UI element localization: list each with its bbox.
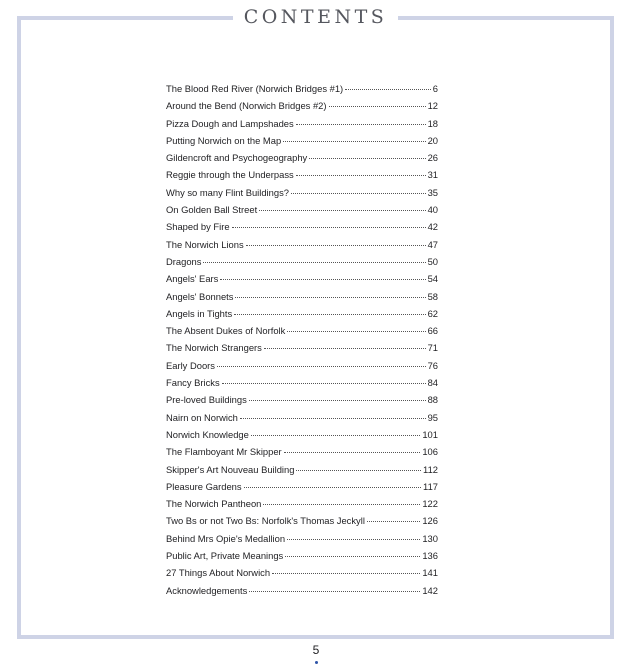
toc-entry-title: Early Doors [166,359,215,371]
toc-entry[interactable] [166,464,438,481]
toc-entry[interactable] [166,567,438,584]
toc-dot-leader [329,106,426,107]
toc-entry-page: 122 [422,498,438,510]
toc-entry-page: 141 [422,567,438,579]
toc-dot-leader [285,556,420,557]
toc-entry-title: The Absent Dukes of Norfolk [166,325,286,337]
toc-entry-page: 18 [427,117,438,129]
toc-entry-title: 27 Things About Norwich [166,567,271,579]
toc-dot-leader [296,175,426,176]
toc-entry-title: The Norwich Strangers [166,342,262,354]
toc-entry-title: Two Bs or not Two Bs: Norfolk's Thomas Jeckyll [166,515,365,527]
toc-entry-title: Public Art, Private Meanings [166,550,284,562]
toc-entry[interactable] [166,135,438,152]
toc-entry-title: Reggie through the Underpass [166,169,294,181]
table-of-contents [166,83,438,602]
toc-entry[interactable] [166,204,438,221]
toc-entry[interactable] [166,308,438,325]
toc-entry[interactable] [166,585,438,602]
toc-entry[interactable] [166,377,438,394]
toc-entry-page: 88 [427,394,438,406]
toc-dot-leader [263,504,420,505]
page-number: 5 [312,643,320,657]
toc-dot-leader [296,470,421,471]
toc-entry-page: 71 [427,342,438,354]
toc-entry[interactable] [166,187,438,204]
toc-entry-title: Angels' Bonnets [166,290,234,302]
toc-entry-title: Pleasure Gardens [166,480,242,492]
toc-entry-page: 6 [432,83,438,94]
toc-entry-page: 84 [427,377,438,389]
toc-entry-title: Behind Mrs Opie's Medallion [166,532,286,544]
toc-dot-leader [203,262,425,263]
toc-entry-title: Dragons [166,255,202,267]
toc-entry-title: The Norwich Pantheon [166,498,262,510]
toc-entry[interactable] [166,256,438,273]
toc-dot-leader [234,314,425,315]
toc-entry[interactable] [166,412,438,429]
toc-dot-leader [309,158,425,159]
toc-entry[interactable] [166,429,438,446]
toc-entry-page: 47 [427,238,438,250]
toc-dot-leader [287,331,425,332]
toc-entry-page: 40 [427,204,438,216]
toc-dot-leader [249,400,426,401]
toc-entry-page: 101 [422,428,438,440]
toc-entry-title: Gildencroft and Psychogeography [166,152,308,164]
toc-entry-page: 54 [427,273,438,285]
toc-entry-title: Around the Bend (Norwich Bridges #2) [166,100,327,112]
toc-entry-page: 35 [427,186,438,198]
toc-entry-page: 136 [422,550,438,562]
toc-entry-page: 66 [427,325,438,337]
toc-entry-page: 76 [427,359,438,371]
frame-top-rule-left [17,16,233,20]
toc-entry-page: 58 [427,290,438,302]
toc-entry[interactable] [166,273,438,290]
toc-entry-title: The Blood Red River (Norwich Bridges #1) [166,83,344,94]
toc-entry-page: 106 [422,446,438,458]
toc-entry-title: Putting Norwich on the Map [166,134,282,146]
toc-entry-page: 112 [423,463,438,475]
toc-entry[interactable] [166,325,438,342]
toc-entry-title: Nairn on Norwich [166,411,238,423]
toc-entry[interactable] [166,169,438,186]
toc-dot-leader [259,210,425,211]
toc-entry-page: 42 [427,221,438,233]
toc-entry-page: 50 [427,255,438,267]
toc-dot-leader [240,418,426,419]
toc-entry[interactable] [166,83,438,100]
toc-entry-title: Skipper's Art Nouveau Building [166,463,295,475]
toc-dot-leader [235,297,425,298]
toc-dot-leader [283,141,425,142]
toc-entry-title: Pre-loved Buildings [166,394,247,406]
toc-entry-title: Fancy Bricks [166,377,220,389]
toc-entry-title: Norwich Knowledge [166,428,249,440]
toc-entry[interactable] [166,533,438,550]
toc-entry-title: Shaped by Fire [166,221,230,233]
toc-dot-leader [291,193,426,194]
toc-entry-page: 31 [427,169,438,181]
toc-entry-page: 117 [423,480,438,492]
toc-entry-title: Angels in Tights [166,307,233,319]
page-dot-icon [315,661,318,664]
toc-entry[interactable] [166,152,438,169]
toc-entry-title: Pizza Dough and Lampshades [166,117,294,129]
toc-entry-page: 20 [427,134,438,146]
toc-entry-title: Angels' Ears [166,273,219,285]
toc-dot-leader [345,89,431,90]
toc-dot-leader [284,452,421,453]
toc-entry-page: 130 [422,532,438,544]
toc-dot-leader [249,591,420,592]
toc-entry-page: 26 [427,152,438,164]
toc-dot-leader [287,539,420,540]
toc-entry[interactable] [166,481,438,498]
toc-entry[interactable] [166,515,438,532]
contents-heading: CONTENTS [243,6,388,28]
toc-entry[interactable] [166,360,438,377]
toc-entry-title: Why so many Flint Buildings? [166,186,289,198]
toc-entry-page: 126 [422,515,438,527]
toc-entry-title: The Norwich Lions [166,238,244,250]
frame-top-rule-right [398,16,614,20]
toc-dot-leader [222,383,426,384]
toc-entry[interactable] [166,342,438,359]
toc-entry-page: 142 [422,584,438,596]
toc-dot-leader [246,245,426,246]
toc-dot-leader [217,366,426,367]
toc-entry-title: The Flamboyant Mr Skipper [166,446,282,458]
toc-entry[interactable] [166,100,438,117]
toc-entry[interactable] [166,239,438,256]
toc-dot-leader [232,227,426,228]
toc-dot-leader [272,573,420,574]
toc-entry-title: Acknowledgements [166,584,248,596]
toc-entry[interactable] [166,394,438,411]
toc-entry-title: On Golden Ball Street [166,204,258,216]
toc-entry-page: 12 [427,100,438,112]
toc-entry-page: 62 [427,307,438,319]
toc-dot-leader [296,124,426,125]
toc-dot-leader [220,279,425,280]
toc-entry[interactable] [166,498,438,515]
toc-entry[interactable] [166,118,438,135]
toc-entry-page: 95 [427,411,438,423]
toc-entry[interactable] [166,221,438,238]
toc-dot-leader [367,521,420,522]
toc-dot-leader [264,348,426,349]
toc-dot-leader [244,487,421,488]
toc-entry[interactable] [166,291,438,308]
toc-dot-leader [251,435,420,436]
toc-entry[interactable] [166,446,438,463]
toc-entry[interactable] [166,550,438,567]
